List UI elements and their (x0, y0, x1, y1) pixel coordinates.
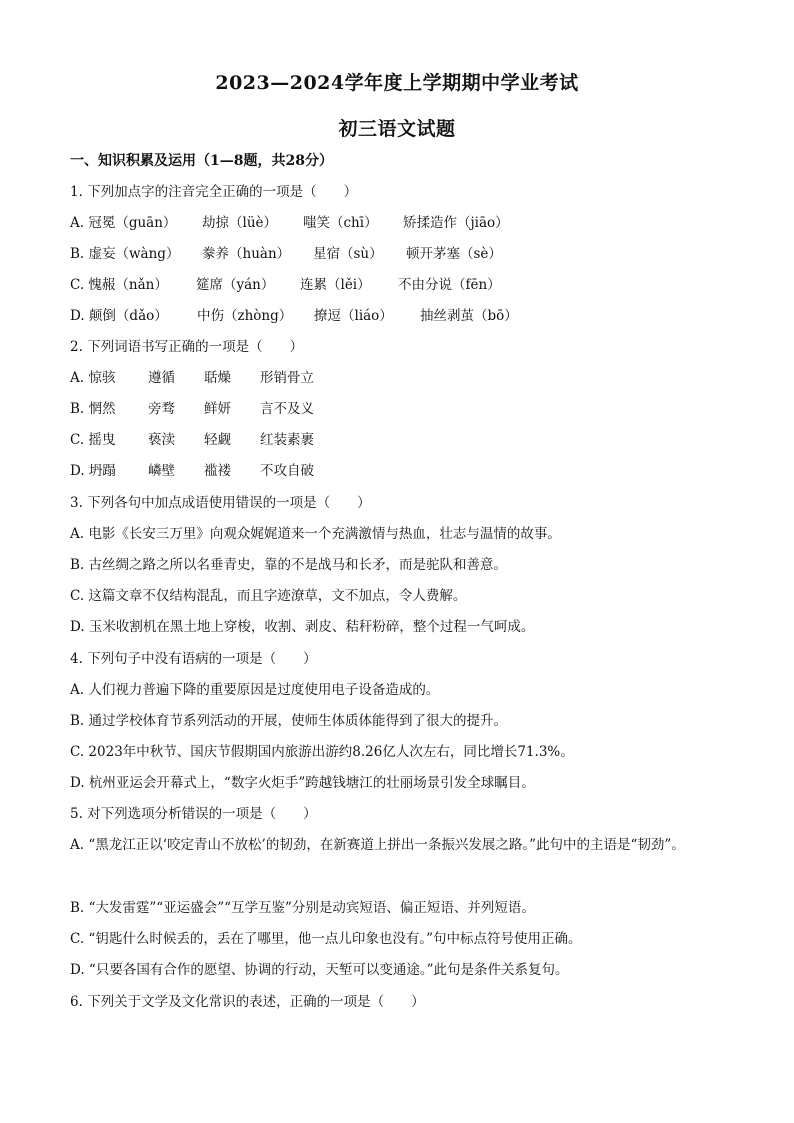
q1-b-4: 顿开茅塞（sè） (406, 246, 502, 262)
q2-d-2: 嶙壁 (148, 463, 175, 479)
q2-option-b (70, 400, 314, 418)
q1-b-1: B. 虚妄（wàng） (70, 246, 180, 262)
q1-a-2: 劫掠（lüè） (202, 215, 278, 231)
q2-a-2: 遵循 (148, 370, 175, 386)
q2-a-3: 聒燥 (204, 370, 231, 386)
q1-b-2: 豢养（huàn） (202, 246, 291, 262)
q2-c-3: 轻觑 (204, 432, 231, 448)
q5-option-b: B. “大发雷霆”“亚运盛会”“互学互鉴”分别是动宾短语、偏正短语、并列短语。 (70, 900, 535, 916)
q3-option-b: B. 古丝绸之路之所以名垂青史，靠的不是战马和长矛，而是驼队和善意。 (70, 557, 508, 573)
q2-c-4: 红装素裹 (260, 432, 314, 448)
q5-stem: 5. 对下列选项分析错误的一项是（ ） (70, 806, 317, 822)
q1-option-d (70, 307, 518, 325)
q4-option-a: A. 人们视力普遍下降的重要原因是过度使用电子设备造成的。 (70, 682, 440, 698)
q5-option-c: C. “钥匙什么时候丢的，丢在了哪里，他一点儿印象也没有。”句中标点符号使用正确。 (70, 931, 582, 947)
q1-option-a (70, 214, 509, 232)
q1-option-c (70, 276, 501, 294)
q2-option-d (70, 462, 314, 480)
exam-title: 2023—2024学年度上学期期中学业考试 (215, 72, 579, 94)
q1-a-3: 嗤笑（chī） (303, 215, 378, 231)
q1-c-3: 连累（lěi） (300, 277, 371, 293)
exam-subtitle: 初三语文试题 (338, 118, 456, 140)
q4-option-c: C. 2023年中秋节、国庆节假期国内旅游出游约8.26亿人次左右，同比增长71.3%。 (70, 744, 574, 760)
q1-d-3: 撩逗（liáo） (314, 308, 393, 324)
q3-option-a: A. 电影《长安三万里》向观众娓娓道来一个充满激情与热血，壮志与温情的故事。 (70, 526, 561, 542)
q2-a-4: 形销骨立 (260, 370, 314, 386)
q4-stem: 4. 下列句子中没有语病的一项是（ ） (70, 651, 317, 667)
q1-b-3: 星宿（sù） (313, 246, 383, 262)
q1-d-4: 抽丝剥茧（bō） (420, 308, 518, 324)
q2-b-2: 旁骛 (148, 401, 175, 417)
q1-option-b (70, 245, 502, 263)
q2-a-1: A. 惊骇 (70, 370, 116, 386)
q3-option-d: D. 玉米收割机在黑土地上穿梭，收割、剥皮、秸秆粉碎，整个过程一气呵成。 (70, 619, 535, 635)
q5-option-a: A. “黑龙江正以‘咬定青山不放松’的韧劲，在新赛道上拼出一条振兴发展之路。”此句中的主语是“韧劲”。 (70, 837, 685, 853)
q6-stem: 6. 下列关于文学及文化常识的表述，正确的一项是（ ） (70, 994, 425, 1010)
q1-c-2: 筵席（yán） (196, 277, 275, 293)
q1-c-4: 不由分说（fēn） (398, 277, 501, 293)
q2-b-4: 言不及义 (260, 401, 314, 417)
q2-b-3: 鲜妍 (204, 401, 231, 417)
q1-a-4: 矫揉造作（jiāo） (403, 215, 509, 231)
q1-c-1: C. 愧赧（nǎn） (70, 277, 168, 293)
q2-stem: 2. 下列词语书写正确的一项是（ ） (70, 339, 304, 355)
q3-stem: 3. 下列各句中加点成语使用错误的一项是（ ） (70, 495, 371, 511)
q2-c-1: C. 摇曳 (70, 432, 116, 448)
q1-d-1: D. 颠倒（dǎo） (70, 308, 168, 324)
section-heading: 一、知识积累及运用（1—8题，共28分） (70, 153, 333, 169)
q2-c-2: 亵渎 (148, 432, 175, 448)
q2-b-1: B. 惘然 (70, 401, 116, 417)
q2-d-3: 褴褛 (204, 463, 231, 479)
q5-option-d: D. “只要各国有合作的愿望、协调的行动，天堑可以变通途。”此句是条件关系复句。 (70, 962, 569, 978)
q1-a-1: A. 冠冕（guān） (70, 215, 177, 231)
q2-option-a (70, 369, 314, 387)
q2-d-4: 不攻自破 (260, 463, 314, 479)
q2-d-1: D. 坍蹋 (70, 463, 116, 479)
q4-option-d: D. 杭州亚运会开幕式上，“数字火炬手”跨越钱塘江的壮丽场景引发全球瞩目。 (70, 775, 535, 791)
q3-option-c: C. 这篇文章不仅结构混乱，而且字迹潦草，文不加点，令人费解。 (70, 588, 467, 604)
q4-option-b: B. 通过学校体育节系列活动的开展，使师生体质体能得到了很大的提升。 (70, 713, 508, 729)
q1-stem: 1. 下列加点字的注音完全正确的一项是（ ） (70, 184, 358, 200)
q1-d-2: 中伤（zhòng） (197, 308, 293, 324)
q2-option-c (70, 431, 314, 449)
